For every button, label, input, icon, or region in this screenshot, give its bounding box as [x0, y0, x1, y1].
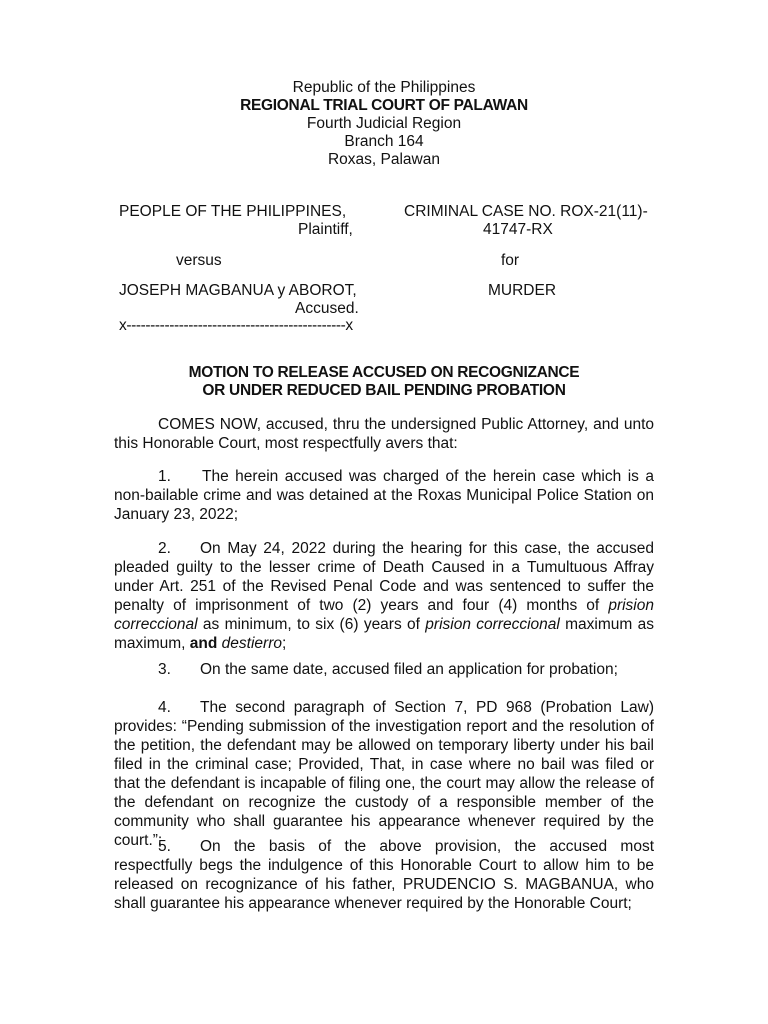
- paragraph-1: [114, 467, 654, 524]
- accused-role: Accused.: [295, 300, 359, 317]
- judicial-region: Fourth Judicial Region: [306, 115, 462, 132]
- court-location: Roxas, Palawan: [327, 151, 440, 168]
- offense: MURDER: [488, 282, 557, 299]
- court-name: REGIONAL TRIAL COURT OF PALAWAN: [240, 97, 528, 114]
- bold-term: and: [189, 635, 218, 652]
- paragraph-4: [114, 698, 654, 850]
- italic-term: prision correccional: [425, 616, 560, 633]
- italic-term: prision correccional: [114, 597, 654, 633]
- paragraph-text: maximum as maximum,: [114, 616, 655, 652]
- paragraph-text: On the basis of the above provision, the accused most respectfully begs the indulgence of this Honorable Court to allow him to be released on recognizance of his father, PRUDENCIO S. MAGBANUA, who shall guarantee his appearance whenever required by the Honorable Court;: [114, 838, 654, 912]
- accused-name: JOSEPH MAGBANUA y ABOROT,: [119, 282, 357, 299]
- case-number-line2: 41747-RX: [483, 221, 553, 238]
- paragraph-3: [114, 660, 654, 679]
- paragraph-text: ;: [281, 635, 287, 652]
- paragraph-5: [114, 837, 654, 913]
- case-number-line1: CRIMINAL CASE NO. ROX-21(11)-: [404, 203, 648, 220]
- versus-label: versus: [176, 252, 222, 269]
- paragraph-text: The herein accused was charged of the herein case which is a non-bailable crime and was detained at the Roxas Municipal Police Station on January 23, 2022;: [114, 468, 654, 523]
- branch: Branch 164: [344, 133, 424, 150]
- plaintiff-role: Plaintiff,: [298, 221, 353, 238]
- caption-separator: x----------------------------------------------x: [119, 317, 353, 334]
- paragraph-number: 1.: [158, 468, 171, 485]
- paragraph-number: 5.: [158, 838, 171, 855]
- republic-line: Republic of the Philippines: [292, 79, 476, 96]
- paragraph-text: as minimum, to six (6) years of: [197, 616, 426, 633]
- plaintiff-name: PEOPLE OF THE PHILIPPINES,: [119, 203, 347, 220]
- italic-term: destierro: [221, 635, 282, 652]
- court-header: [0, 79, 768, 169]
- paragraph-number: 2.: [158, 540, 171, 557]
- paragraph-number: 3.: [158, 661, 171, 678]
- paragraph-number: 4.: [158, 699, 171, 716]
- for-label: for: [501, 252, 520, 269]
- paragraph-text: On May 24, 2022 during the hearing for this case, the accused pleaded guilty to the lesser crime of Death Caused in a Tumultuous Affray under Art. 251 of the Revised Penal Code and was sentenced to suffer the penalty of imprisonment of two (2) years and four (4) months of: [114, 540, 654, 614]
- title-line2: OR UNDER REDUCED BAIL PENDING PROBATION: [202, 382, 566, 399]
- paragraph-text: The second paragraph of Section 7, PD 968 (Probation Law) provides: “Pending submission of the investigation report and the resolution of the petition, the defendant may be allowed on temporary liberty under his bail filed in the criminal case; Provided, That, in case where no bail was filed or that the defendant is incapable of filing one, the court may allow the release of the defendant on recognize the custody of a responsible member of the community who shall guarantee his appearance whenever required by the court.”;: [114, 699, 654, 849]
- motion-title: [0, 364, 768, 400]
- title-line1: MOTION TO RELEASE ACCUSED ON RECOGNIZANCE: [188, 364, 580, 381]
- paragraph-text: On the same date, accused filed an application for probation;: [200, 661, 618, 678]
- intro-text: COMES NOW, accused, thru the undersigned Public Attorney, and unto this Honorable Court, most respectfully avers that:: [114, 416, 654, 452]
- intro-paragraph: [114, 415, 654, 453]
- paragraph-2: [114, 539, 654, 653]
